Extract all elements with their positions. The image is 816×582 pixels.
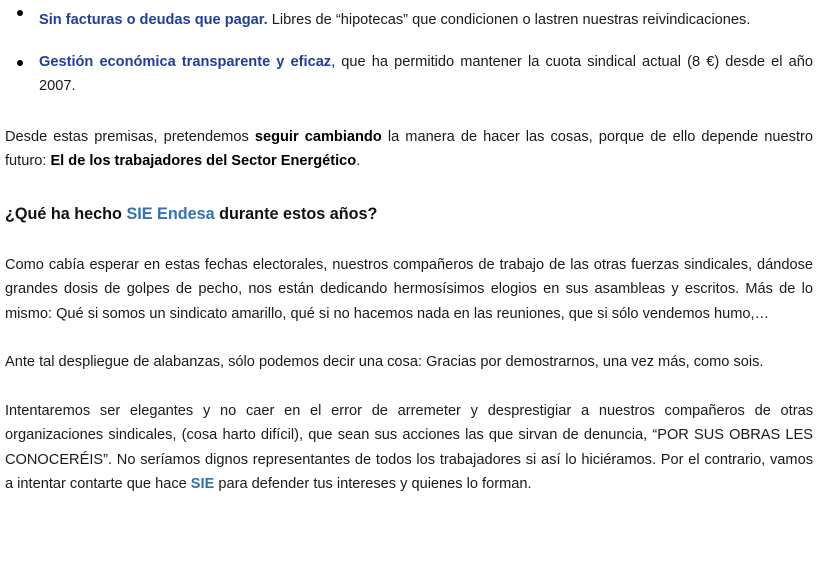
intentaremos-paragraph xyxy=(5,399,813,497)
heading-accent: SIE Endesa xyxy=(126,204,215,223)
como-paragraph: Como cabía esperar en estas fechas electorales, nuestros compañeros de trabajo de las otras fuerzas sindicales, dándose grandes dosis de golpes de pecho, nos están dedicando hermosísimos elogios en sus asambleas y escritos. Más de lo mismo: Qué si somos un sindicato amarillo, qué si no hacemos nada en las reuniones, que si sólo vendemos humo,… xyxy=(5,256,813,322)
bullet-highlight: Gestión económica transparente y eficaz xyxy=(39,53,332,70)
list-item xyxy=(5,0,813,33)
premisas-text: Desde estas premisas, pretendemos xyxy=(5,128,255,145)
bullet-highlight: Sin facturas o deudas que pagar. xyxy=(39,12,268,28)
bullet-dot-icon xyxy=(17,10,23,16)
premisas-text: . xyxy=(356,153,361,169)
premisas-bold-phrase: El de los trabajadores del Sector Energético xyxy=(50,153,357,169)
sie-highlight: SIE xyxy=(190,476,215,492)
bullet-text: Libres de “hipotecas” que condicionen o lastren nuestras reivindicaciones. xyxy=(267,12,751,28)
list-item xyxy=(5,50,813,99)
heading-text: ¿Qué ha hecho xyxy=(5,204,127,223)
bullet-text: , que ha permitido mantener la cuota sindical actual (8 €) desde el año 2007. xyxy=(39,53,813,94)
bullet-list xyxy=(5,0,813,99)
ante-paragraph: Ante tal despliegue de alabanzas, sólo podemos decir una cosa: Gracias por demostrarnos, una vez más, como sois. xyxy=(5,354,764,370)
premisas-bold-phrase: seguir cambiando xyxy=(254,128,382,145)
premisas-text: la manera de hacer las cosas, porque de ello depende nuestro futuro: xyxy=(5,128,813,169)
intentaremos-text: Intentaremos ser elegantes y no caer en el error de arremeter y desprestigiar a nuestros compañeros de otras organizaciones sindicales, (cosa harto difícil), que sean sus acciones las que sirvan de denuncia, “POR SUS OBRAS LES CONOCERÉIS”. No seríamos dignos representantes de todos los trabajadores si así lo hiciéramos. Por el contrario, vamos a intentar contarte que hace xyxy=(5,402,813,492)
bullet-dot-icon xyxy=(17,60,23,66)
intentaremos-text: para defender tus intereses y quienes lo forman. xyxy=(214,476,532,492)
section-heading xyxy=(5,201,813,227)
heading-text: durante estos años? xyxy=(214,204,378,223)
premisas-paragraph xyxy=(5,125,813,174)
